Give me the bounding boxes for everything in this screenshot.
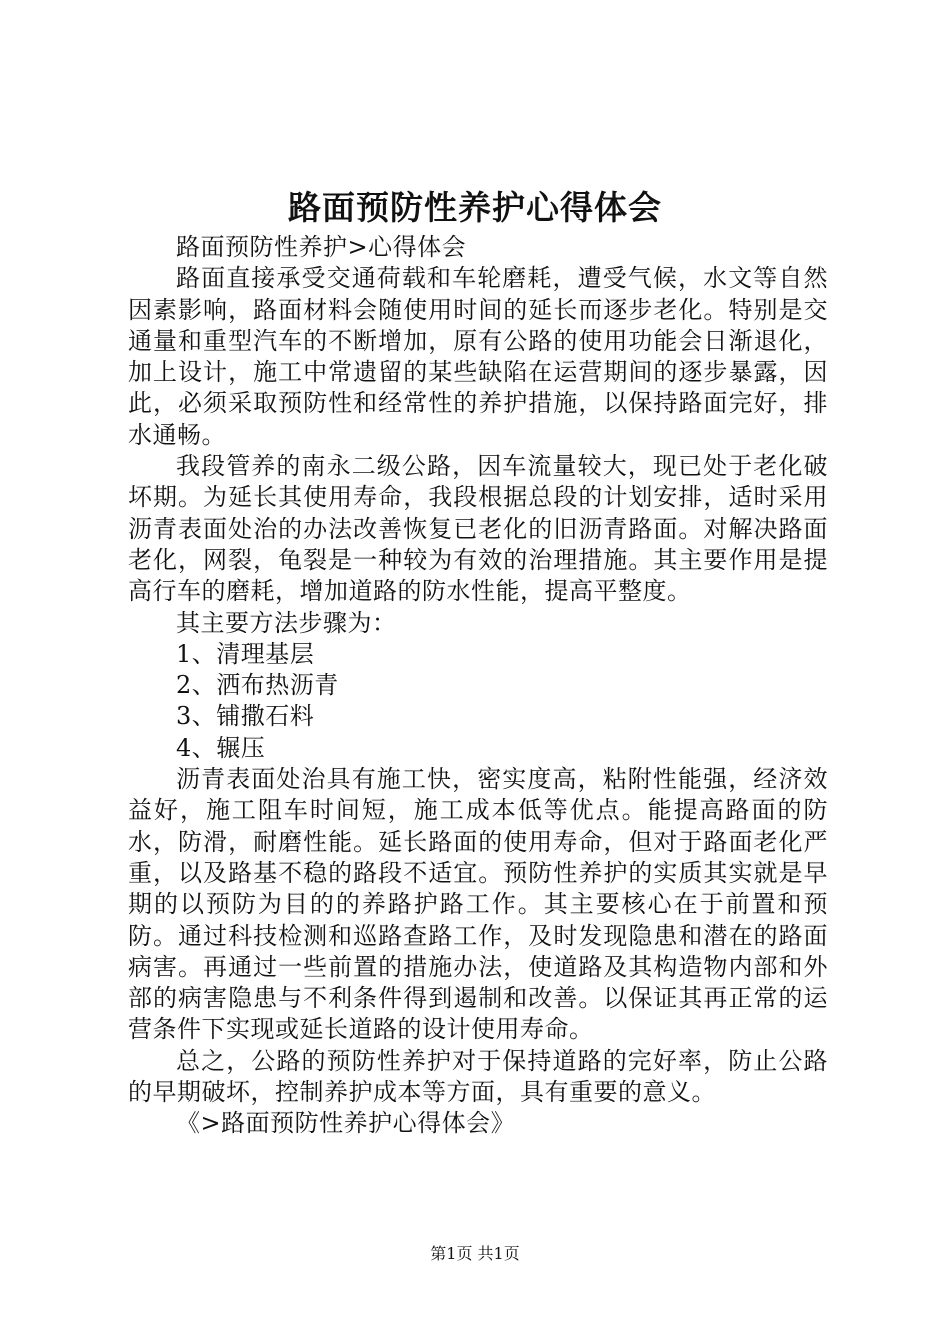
list-item-step-2: 2、洒布热沥青 — [176, 671, 339, 700]
page-footer: 第1页 共1页 — [430, 1244, 520, 1263]
list-item-step-1: 1、清理基层 — [176, 639, 315, 668]
document-body — [128, 232, 828, 1140]
paragraph-advantages: 沥青表面处治具有施工快，密实度高，粘附性能强，经济效益好，施工阻车时间短，施工成本低等优点。能提高路面的防水，防滑，耐磨性能。延长路面的使用寿命，但对于路面老化严重，以及路基不稳的路段不适宜。预防性养护的实质其实就是早期的以预防为目的的养路护路工作。其主要核心在于前置和预防。通过科技检测和巡路查路工作，及时发现隐患和潜在的路面病害。再通过一些前置的措施办法，使道路及其构造物内部和外部的病害隐患与不利条件得到遏制和改善。以保证其再正常的运营条件下实现或延长道路的设计使用寿命。 — [128, 765, 828, 1044]
paragraph-conclusion: 总之，公路的预防性养护对于保持道路的完好率，防止公路的早期破坏，控制养护成本等方面，具有重要的意义。 — [128, 1046, 828, 1107]
paragraph-steps-heading: 其主要方法步骤为： — [176, 608, 397, 637]
list-item-step-4: 4、辗压 — [176, 733, 266, 762]
paragraph-intro: 路面直接承受交通荷载和车轮磨耗，遭受气候，水文等自然因素影响，路面材料会随使用时间的延长而逐步老化。特别是交通量和重型汽车的不断增加，原有公路的使用功能会日渐退化，加上设计，施工中常遗留的某些缺陷在运营期间的逐步暴露，因此，必须采取预防性和经常性的养护措施，以保持路面完好，排水通畅。 — [128, 264, 828, 449]
subtitle-line: 路面预防性养护>心得体会 — [176, 233, 467, 261]
closing-title-line: 《>路面预防性养护心得体会》 — [176, 1109, 516, 1138]
list-item-step-3: 3、铺撒石料 — [176, 702, 315, 731]
document-title: 路面预防性养护心得体会 — [288, 188, 662, 227]
paragraph-section-road: 我段管养的南永二级公路，因车流量较大，现已处于老化破坏期。为延长其使用寿命，我段根据总段的计划安排，适时采用沥青表面处治的办法改善恢复已老化的旧沥青路面。对解决路面老化，网裂，龟裂是一种较为有效的治理措施。其主要作用是提高行车的磨耗，增加道路的防水性能，提高平整度。 — [128, 452, 828, 606]
